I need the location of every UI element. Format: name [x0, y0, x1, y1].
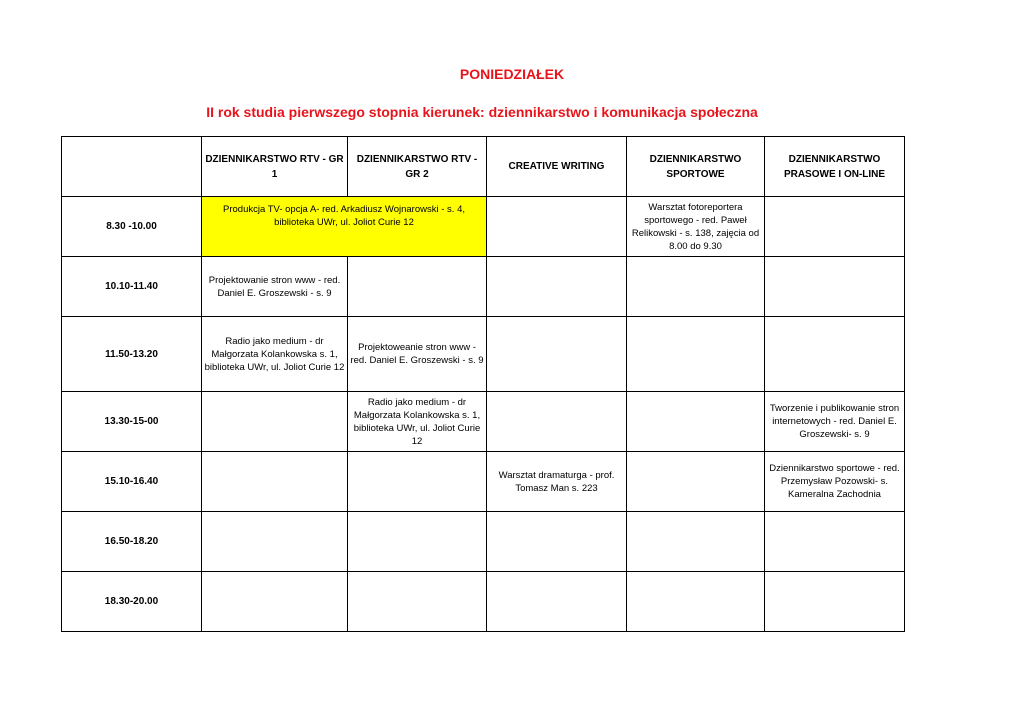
class-cell [348, 452, 487, 512]
class-cell: Projektoweanie stron www - red. Daniel E. Groszewski - s. 9 [348, 317, 487, 392]
class-cell [627, 452, 765, 512]
class-cell [765, 197, 905, 257]
table-row [62, 317, 905, 392]
class-cell: Warsztat dramaturga - prof. Tomasz Man s. 223 [487, 452, 627, 512]
class-cell [627, 572, 765, 632]
time-cell: 10.10-11.40 [62, 257, 202, 317]
header-cell-time [62, 137, 202, 197]
header-cell-rtv-gr1: DZIENNIKARSTWO RTV - GR 1 [202, 137, 348, 197]
table-row [62, 512, 905, 572]
table-row [62, 257, 905, 317]
header-cell-creative-writing: CREATIVE WRITING [487, 137, 627, 197]
class-cell [487, 317, 627, 392]
class-cell: Produkcja TV- opcja A- red. Arkadiusz Wojnarowski - s. 4, biblioteka UWr, ul. Joliot Curie 12 [202, 197, 487, 257]
time-cell: 8.30 -10.00 [62, 197, 202, 257]
class-cell [765, 317, 905, 392]
class-cell [487, 512, 627, 572]
class-cell: Dziennikarstwo sportowe - red. Przemysław Pozowski- s. Kameralna Zachodnia [765, 452, 905, 512]
table-header-row [62, 137, 905, 197]
class-cell [765, 572, 905, 632]
class-cell [202, 452, 348, 512]
page-subtitle: II rok studia pierwszego stopnia kierunek: dziennikarstwo i komunikacja społeczna [206, 104, 758, 120]
schedule-table [61, 136, 905, 632]
table-row [62, 197, 905, 257]
header-cell-rtv-gr2: DZIENNIKARSTWO RTV - GR 2 [348, 137, 487, 197]
class-cell [202, 512, 348, 572]
class-cell [487, 257, 627, 317]
class-cell [627, 257, 765, 317]
class-cell: Warsztat fotoreportera sportowego - red. Paweł Relikowski - s. 138, zajęcia od 8.00 do 9.30 [627, 197, 765, 257]
class-cell: Tworzenie i publikowanie stron internetowych - red. Daniel E. Groszewski- s. 9 [765, 392, 905, 452]
class-cell [765, 512, 905, 572]
class-cell [765, 257, 905, 317]
class-cell [202, 392, 348, 452]
class-cell [487, 392, 627, 452]
class-cell [348, 257, 487, 317]
time-cell: 16.50-18.20 [62, 512, 202, 572]
class-cell [348, 572, 487, 632]
class-cell [627, 317, 765, 392]
class-cell [348, 512, 487, 572]
page-title: PONIEDZIAŁEK [459, 66, 565, 82]
class-cell [487, 197, 627, 257]
time-cell: 15.10-16.40 [62, 452, 202, 512]
class-cell [487, 572, 627, 632]
class-cell: Radio jako medium - dr Małgorzata Kolankowska s. 1, biblioteka UWr, ul. Joliot Curie 12 [202, 317, 348, 392]
class-cell [627, 392, 765, 452]
time-cell: 11.50-13.20 [62, 317, 202, 392]
table-row [62, 392, 905, 452]
table-row [62, 572, 905, 632]
header-cell-press-online: DZIENNIKARSTWO PRASOWE I ON-LINE [765, 137, 905, 197]
class-cell: Radio jako medium - dr Małgorzata Kolankowska s. 1, biblioteka UWr, ul. Joliot Curie 12 [348, 392, 487, 452]
class-cell [202, 572, 348, 632]
time-cell: 18.30-20.00 [62, 572, 202, 632]
time-cell: 13.30-15-00 [62, 392, 202, 452]
table-row [62, 452, 905, 512]
class-cell: Projektowanie stron www - red. Daniel E. Groszewski - s. 9 [202, 257, 348, 317]
header-cell-sport: DZIENNIKARSTWO SPORTOWE [627, 137, 765, 197]
class-cell [627, 512, 765, 572]
